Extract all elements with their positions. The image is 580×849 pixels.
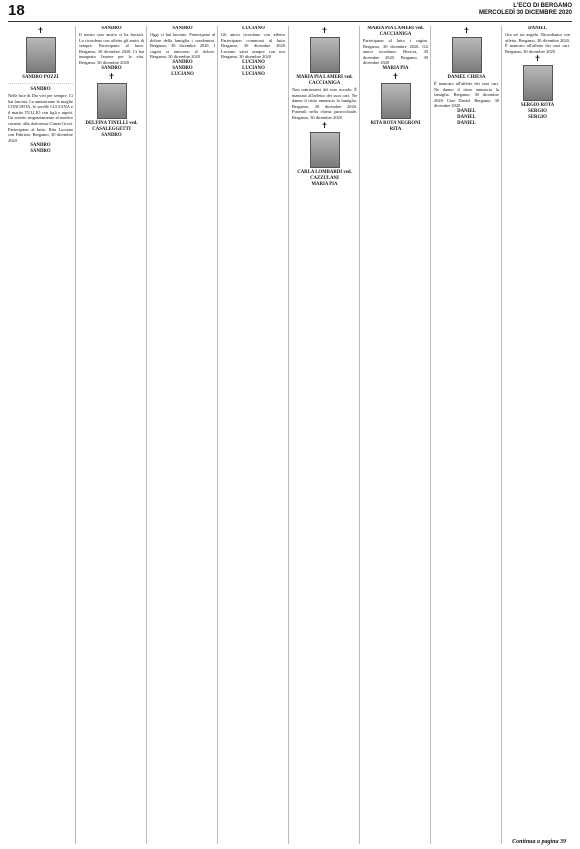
deceased-name: SANDRO	[172, 59, 193, 65]
header-rule	[8, 21, 572, 22]
column-7	[434, 26, 502, 844]
portrait-photo	[381, 83, 411, 119]
photo-caption: MARIA PIA LAMERI ved. CACCIANIGA	[367, 26, 424, 37]
notice-text: Oggi ci hai lasciato. Partecipano al dolore della famiglia i condomini. Bergamo, 30 dicembre 2020. I cugini si uniscono al dolore. Bergamo, 30 dicembre 2020	[150, 32, 215, 60]
cross-icon: ✝	[37, 26, 44, 35]
notice-text: Nelle luce di Dio vivi per sempre. Ci hai lasciati. La annunciano la moglie CONCHITA, le sorelle LUCIANA e il marito TULLIO con figli e nipoti. Un sentito ringraziamento al medico curante, alla dottoressa Cinzia Grosi. Partecipano al lutto: Rita Luciano con Fabrizio. Bergamo, 30 dicembre 2020	[8, 93, 73, 143]
cross-icon: ✝	[534, 54, 541, 64]
notice-text: Ora sei un angelo. Ricordiamo con affetto. Bergamo, 30 dicembre 2020. È mancato all'affetto dei suoi cari. Bergamo, 30 dicembre 2020	[505, 32, 570, 54]
newspaper-name: L'ECO DI BERGAMO	[513, 3, 572, 9]
cross-icon: ✝	[392, 71, 399, 81]
cross-icon: ✝	[463, 26, 470, 35]
column-4	[221, 26, 289, 844]
page-number: 18	[8, 2, 25, 19]
cross-icon: ✝	[321, 26, 328, 35]
deceased-name: SANDRO	[30, 149, 51, 155]
deceased-name: SANDRO	[30, 143, 51, 149]
deceased-name: RITA	[389, 126, 402, 132]
portrait-photo	[523, 65, 553, 101]
deceased-name: SERGIO	[528, 115, 547, 121]
photo-caption: SERGIO ROTA	[520, 103, 555, 109]
deceased-name: LUCIANO	[242, 26, 265, 31]
obituary-notice	[8, 26, 73, 84]
deceased-name: SANDRO	[101, 132, 122, 138]
cross-icon: ✝	[321, 120, 328, 130]
column-8	[505, 26, 572, 844]
deceased-name: DANIEL	[528, 26, 547, 31]
photo-caption: MARIA PIA LAMERI ved. CACCIANIGA	[296, 75, 353, 86]
deceased-name: SANDRO	[101, 65, 122, 71]
column-1	[8, 26, 76, 844]
portrait-photo	[26, 37, 56, 73]
column-2	[79, 26, 147, 844]
deceased-name: LUCIANO	[171, 71, 194, 77]
deceased-name: SERGIO	[528, 109, 547, 115]
photo-caption: DANIEL CHIESA	[447, 75, 486, 80]
column-3	[150, 26, 218, 844]
continuation-note: Continua a pagina 39	[512, 839, 566, 845]
notice-text: Gli amici ricordano con affetto. Partecipano commossi al lutto. Bergamo, 30 dicembre 2020. Luciano sarai sempre con noi. Bergamo, 30 dicembre 2020	[221, 32, 286, 60]
deceased-name: SANDRO	[172, 65, 193, 71]
portrait-photo	[310, 132, 340, 168]
deceased-name: SANDRO	[172, 26, 193, 31]
deceased-name: LUCIANO	[242, 71, 265, 77]
deceased-name: DANIEL	[457, 120, 476, 126]
deceased-name: LUCIANO	[242, 59, 265, 65]
portrait-photo	[310, 37, 340, 73]
notice-text: È mancato all'affetto dei suoi cari. Ne danno il triste annuncio la famiglia. Bergamo, 30 dicembre 2020. Ciao Daniel. Bergamo, 30 dicembre 2020	[434, 81, 499, 109]
notice-text: Non rattristatevi del mio ricordo. È mancata all'affetto dei suoi cari. Ne danno il triste annuncio la famiglia. Bergamo, 30 dicembre 2020. Funerali nella chiesa parrocchiale. Bergamo, 30 dicembre 2020	[292, 87, 357, 120]
portrait-photo	[97, 83, 127, 119]
column-5	[292, 26, 360, 844]
deceased-name: DANIEL	[457, 108, 476, 114]
obituary-columns	[8, 26, 572, 844]
deceased-name: MARIA PIA	[311, 181, 338, 187]
deceased-name: LUCIANO	[242, 65, 265, 71]
photo-caption: CARLA LOMBARDI ved. CAZZULANI	[297, 169, 352, 181]
notice-text: Il nostro caro amico ci ha lasciati. Lo ricordano con affetto gli amici di sempre. Partecipano al lutto. Bergamo, 30 dicembre 2020. Ci hai insegnato l'amore per la vita. Bergamo, 30 dicembre 2020	[79, 32, 144, 65]
notice-text: Partecipano al lutto i cugini. Bergamo, 30 dicembre 2020. Gli amici ricordano. Brescia, 30 dicembre 2020. Bergamo, 30 dicembre 2020	[363, 38, 428, 66]
newspaper-info	[479, 3, 572, 17]
portrait-photo	[452, 37, 482, 73]
issue-date: MERCOLEDÌ 30 DICEMBRE 2020	[478, 10, 572, 16]
deceased-name: DANIEL	[457, 114, 476, 120]
cross-icon: ✝	[108, 71, 115, 81]
column-6	[363, 26, 431, 844]
photo-caption: RITA ROTA NEGRONI	[370, 120, 421, 126]
deceased-name: SANDRO	[30, 87, 51, 92]
photo-caption: DELFINA TINELLI ved. CASALEGGETTI	[85, 120, 138, 132]
deceased-name: SANDRO	[101, 26, 122, 31]
deceased-name: MARIA PIA	[382, 65, 409, 71]
page-header	[0, 0, 580, 22]
photo-caption: SANDRO POZZI	[22, 75, 59, 80]
